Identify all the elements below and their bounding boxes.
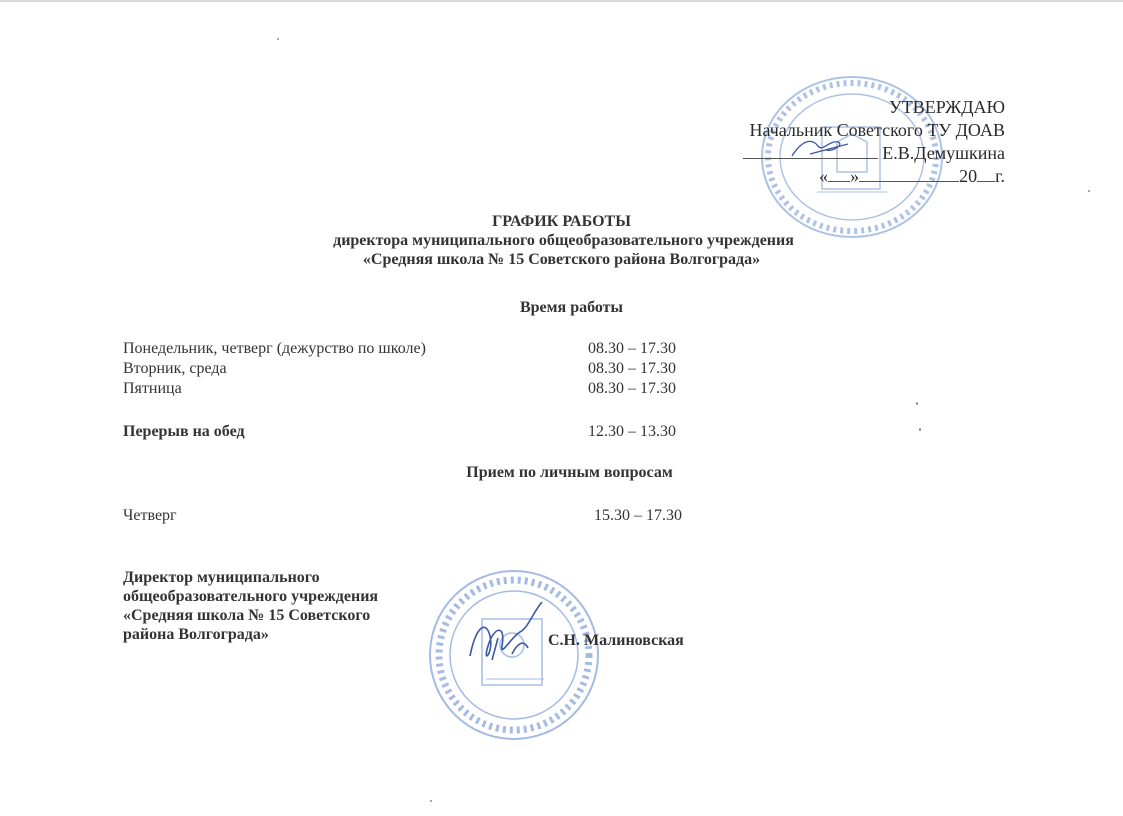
approval-block xyxy=(743,96,1005,188)
signature-blank xyxy=(743,144,878,159)
school-name: «Средняя школа № 15 Советского района Волгограда» xyxy=(362,251,761,268)
approve-title: УТВЕРЖДАЮ xyxy=(888,97,1005,117)
director-name: С.Н. Малиновская xyxy=(548,632,684,649)
approval-date xyxy=(743,165,1005,188)
director-title-line: общеобразовательного учреждения xyxy=(123,588,379,605)
approver-position: Начальник Советского ТУ ДОАВ xyxy=(749,120,1005,140)
scan-speck xyxy=(1088,190,1090,192)
year-blank xyxy=(977,167,995,182)
schedule-day: Вторник, среда xyxy=(123,360,227,377)
schedule-hours: 08.30 – 17.30 xyxy=(588,360,676,377)
director-title-line: «Средняя школа № 15 Советского xyxy=(123,607,371,624)
scan-speck xyxy=(277,38,279,40)
director-title-line: Директор муниципального xyxy=(123,569,320,586)
schedule-hours: 08.30 – 17.30 xyxy=(588,340,676,357)
scan-speck xyxy=(919,428,921,431)
scan-speck xyxy=(916,402,918,405)
year-suffix: г. xyxy=(995,166,1005,186)
schedule-day: Понедельник, четверг (дежурство по школе) xyxy=(123,340,426,357)
document-subtitle: директора муниципального общеобразовательного учреждения xyxy=(333,232,794,249)
month-blank xyxy=(859,167,959,182)
director-title-block xyxy=(123,568,378,644)
year-prefix: 20 xyxy=(959,166,978,186)
approver-name: Е.В.Демушкина xyxy=(882,143,1005,163)
lunch-label: Перерыв на обед xyxy=(123,423,245,440)
approver-signature-line xyxy=(743,142,1005,165)
schedule-hours: 08.30 – 17.30 xyxy=(588,380,676,397)
scan-edge xyxy=(0,0,1123,2)
date-open-quote: « xyxy=(819,166,829,186)
document-title: ГРАФИК РАБОТЫ xyxy=(492,213,631,230)
lunch-hours: 12.30 – 13.30 xyxy=(588,423,676,440)
schedule-day: Пятница xyxy=(123,380,182,397)
reception-hours: 15.30 – 17.30 xyxy=(594,507,682,524)
reception-day: Четверг xyxy=(123,507,177,524)
work-time-title: Время работы xyxy=(519,299,624,316)
scan-speck xyxy=(430,800,432,802)
date-close-quote: » xyxy=(850,166,860,186)
director-title-line: района Волгограда» xyxy=(123,626,269,643)
reception-title: Прием по личным вопросам xyxy=(466,464,673,481)
day-blank xyxy=(828,167,850,182)
